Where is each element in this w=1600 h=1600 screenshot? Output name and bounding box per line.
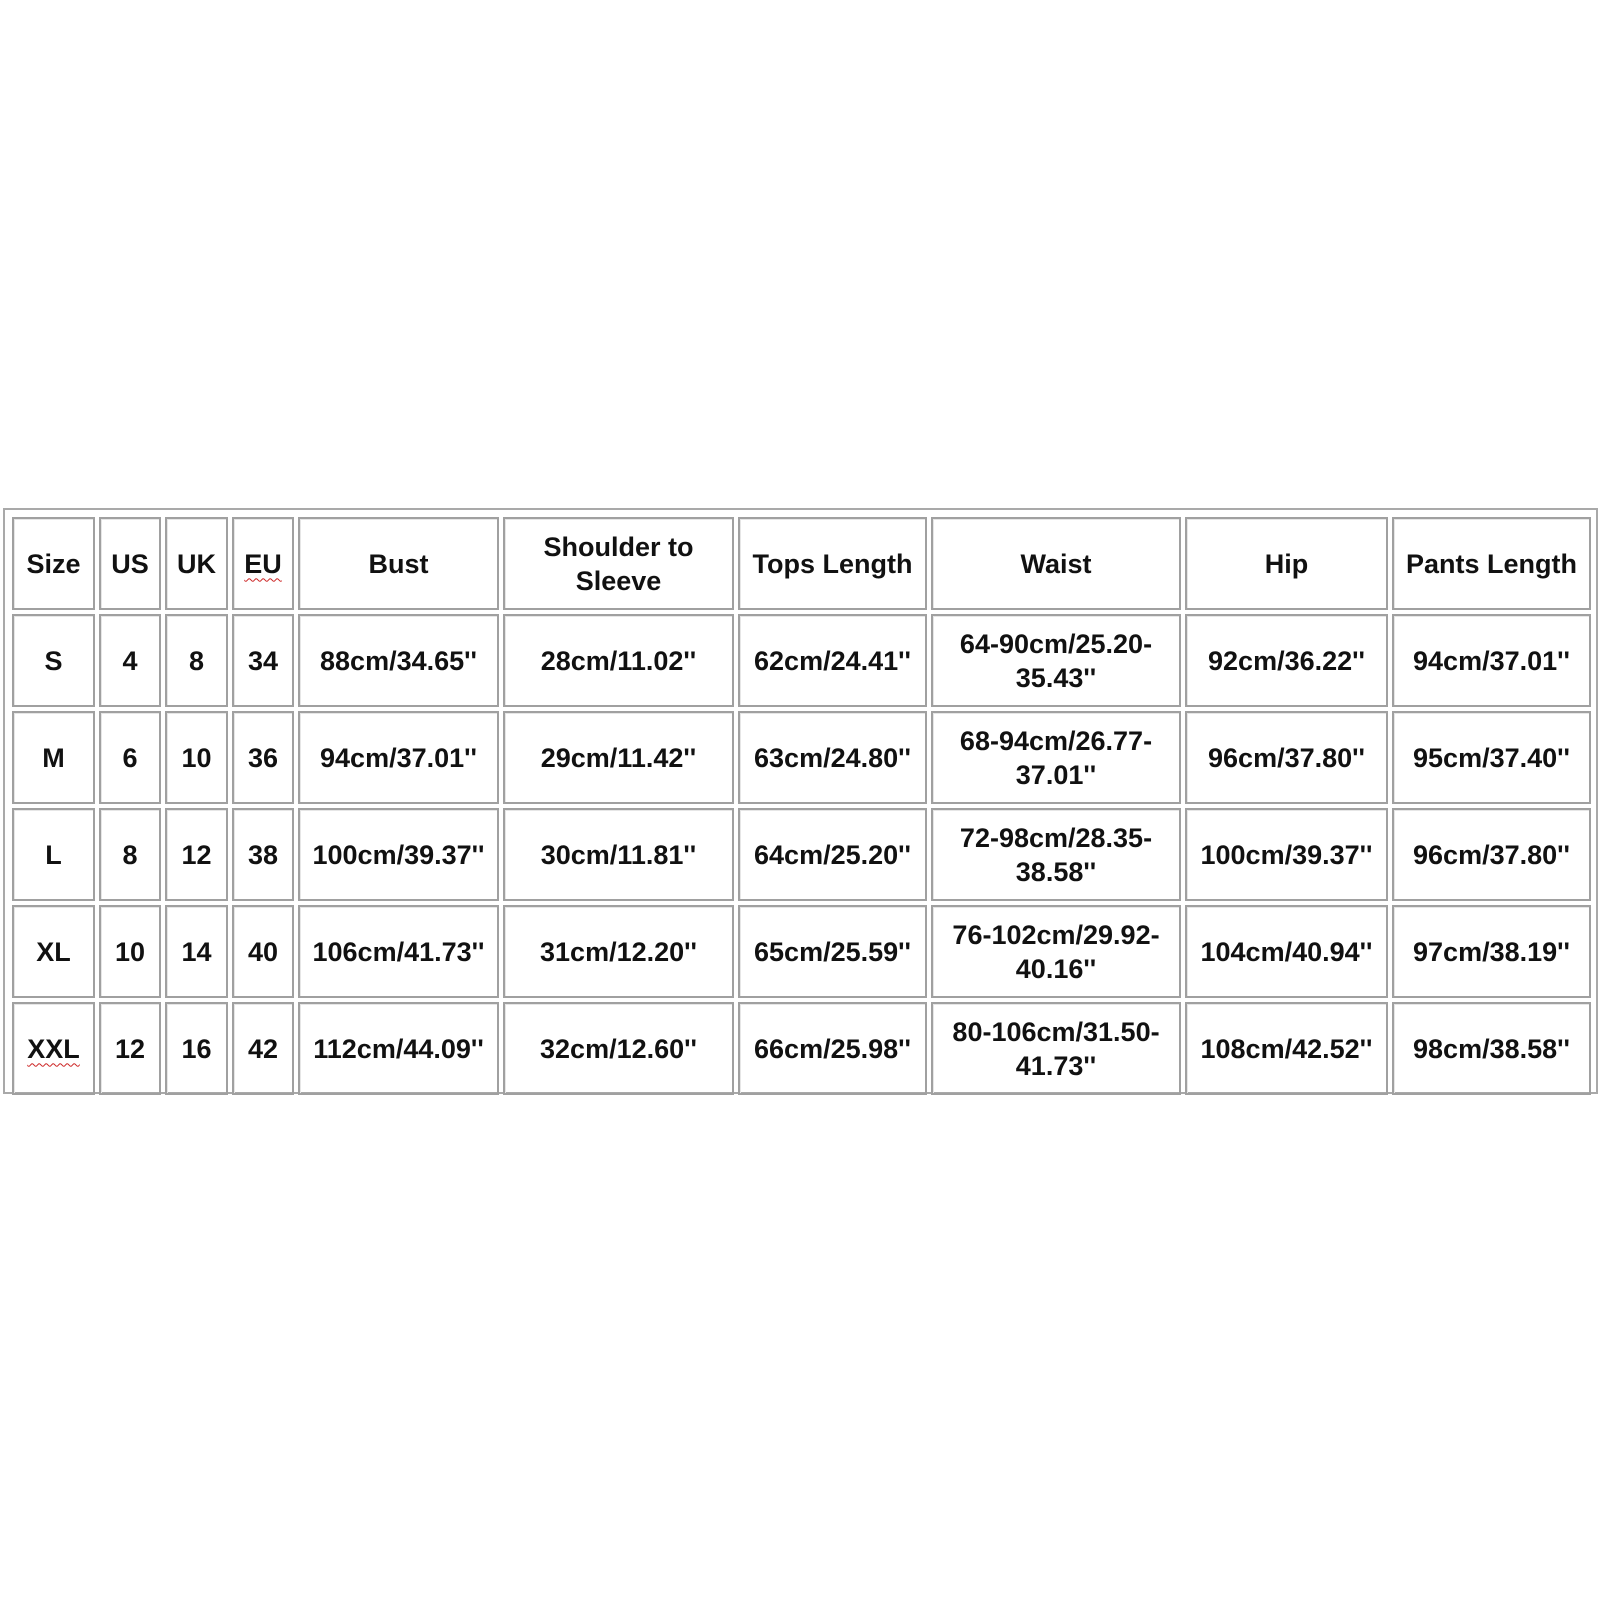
size-row-xxl	[12, 1002, 1591, 1095]
cell-pants-length: 96cm/37.80''	[1392, 808, 1591, 901]
header-cell-shoulder-to-sleeve: Shoulder to Sleeve	[503, 517, 734, 610]
cell-bust: 112cm/44.09''	[298, 1002, 499, 1095]
cell-us: 6	[99, 711, 161, 804]
cell-tops-length: 66cm/25.98''	[738, 1002, 927, 1095]
header-cell-us: US	[99, 517, 161, 610]
cell-shoulder-to-sleeve: 31cm/12.20''	[503, 905, 734, 998]
cell-size: XL	[12, 905, 95, 998]
size-chart-table	[8, 513, 1595, 1099]
size-row-s	[12, 614, 1591, 707]
cell-hip: 108cm/42.52''	[1185, 1002, 1388, 1095]
cell-bust: 100cm/39.37''	[298, 808, 499, 901]
cell-hip: 100cm/39.37''	[1185, 808, 1388, 901]
cell-pants-length: 98cm/38.58''	[1392, 1002, 1591, 1095]
cell-waist: 72-98cm/28.35-38.58''	[931, 808, 1181, 901]
cell-size: M	[12, 711, 95, 804]
cell-waist: 64-90cm/25.20-35.43''	[931, 614, 1181, 707]
header-cell-eu	[232, 517, 294, 610]
header-row	[12, 517, 1591, 610]
cell-shoulder-to-sleeve: 28cm/11.02''	[503, 614, 734, 707]
size-row-l	[12, 808, 1591, 901]
cell-us: 4	[99, 614, 161, 707]
cell-us: 12	[99, 1002, 161, 1095]
cell-eu: 42	[232, 1002, 294, 1095]
cell-eu: 38	[232, 808, 294, 901]
cell-uk: 8	[165, 614, 228, 707]
cell-bust: 106cm/41.73''	[298, 905, 499, 998]
cell-pants-length: 94cm/37.01''	[1392, 614, 1591, 707]
header-cell-size: Size	[12, 517, 95, 610]
cell-eu: 36	[232, 711, 294, 804]
cell-tops-length: 63cm/24.80''	[738, 711, 927, 804]
cell-bust: 88cm/34.65''	[298, 614, 499, 707]
cell-size: L	[12, 808, 95, 901]
cell-hip: 92cm/36.22''	[1185, 614, 1388, 707]
header-cell-uk: UK	[165, 517, 228, 610]
header-cell-hip: Hip	[1185, 517, 1388, 610]
cell-eu: 34	[232, 614, 294, 707]
size-xxl-label: XXL	[27, 1033, 80, 1064]
cell-hip: 96cm/37.80''	[1185, 711, 1388, 804]
header-cell-tops-length: Tops Length	[738, 517, 927, 610]
size-row-xl	[12, 905, 1591, 998]
header-eu-label: EU	[244, 548, 282, 579]
cell-shoulder-to-sleeve: 29cm/11.42''	[503, 711, 734, 804]
cell-pants-length: 95cm/37.40''	[1392, 711, 1591, 804]
cell-tops-length: 62cm/24.41''	[738, 614, 927, 707]
header-cell-waist: Waist	[931, 517, 1181, 610]
cell-hip: 104cm/40.94''	[1185, 905, 1388, 998]
size-chart-frame	[3, 508, 1598, 1094]
cell-tops-length: 65cm/25.59''	[738, 905, 927, 998]
cell-uk: 14	[165, 905, 228, 998]
cell-uk: 16	[165, 1002, 228, 1095]
cell-size: S	[12, 614, 95, 707]
cell-size	[12, 1002, 95, 1095]
cell-tops-length: 64cm/25.20''	[738, 808, 927, 901]
cell-pants-length: 97cm/38.19''	[1392, 905, 1591, 998]
size-row-m	[12, 711, 1591, 804]
cell-shoulder-to-sleeve: 32cm/12.60''	[503, 1002, 734, 1095]
cell-waist: 80-106cm/31.50-41.73''	[931, 1002, 1181, 1095]
cell-us: 8	[99, 808, 161, 901]
cell-uk: 12	[165, 808, 228, 901]
cell-shoulder-to-sleeve: 30cm/11.81''	[503, 808, 734, 901]
header-cell-pants-length: Pants Length	[1392, 517, 1591, 610]
cell-us: 10	[99, 905, 161, 998]
cell-waist: 76-102cm/29.92-40.16''	[931, 905, 1181, 998]
cell-bust: 94cm/37.01''	[298, 711, 499, 804]
cell-eu: 40	[232, 905, 294, 998]
cell-uk: 10	[165, 711, 228, 804]
cell-waist: 68-94cm/26.77-37.01''	[931, 711, 1181, 804]
header-cell-bust: Bust	[298, 517, 499, 610]
